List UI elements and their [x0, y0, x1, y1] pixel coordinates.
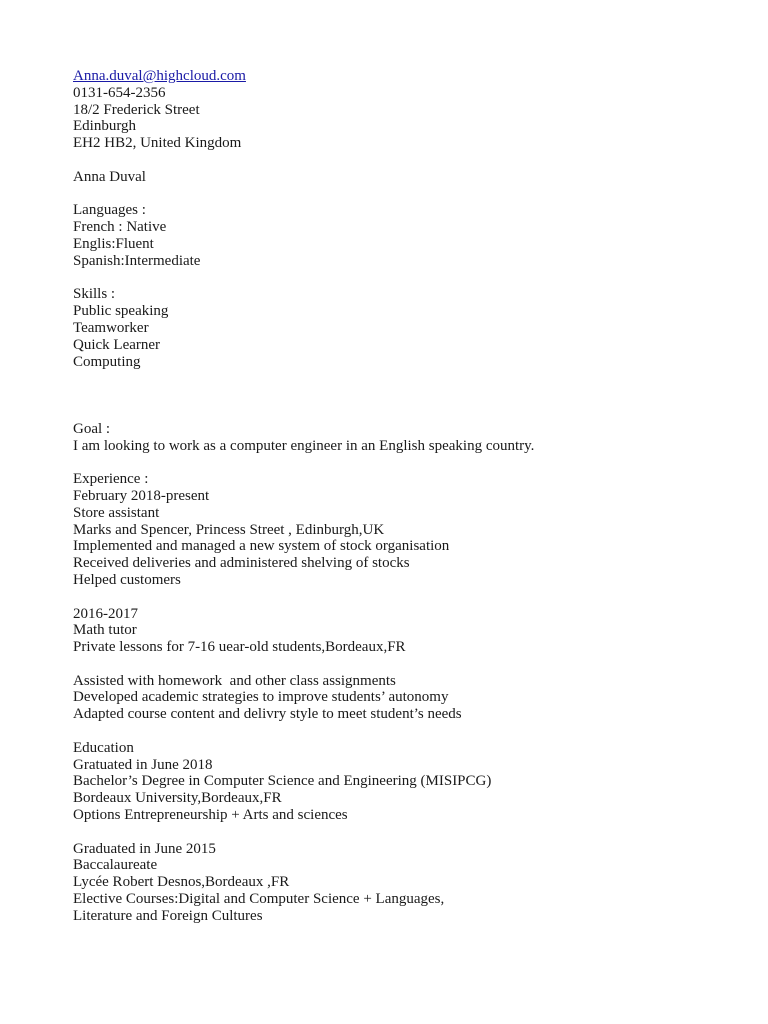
education-date: Gratuated in June 2018 [73, 756, 213, 773]
spacer [73, 723, 713, 740]
email-link[interactable]: Anna.duval@highcloud.com [73, 68, 246, 84]
job-detail: Helped customers [73, 571, 181, 588]
job-detail: Adapted course content and delivry style to meet student’s needs [73, 706, 462, 723]
education-heading: Education [73, 739, 134, 756]
job-title: Math tutor [73, 622, 137, 639]
job-detail: Received deliveries and administered shelving of stocks [73, 555, 410, 572]
skill-item: Teamworker [73, 319, 149, 336]
job-title: Store assistant [73, 504, 160, 521]
spacer [73, 270, 713, 287]
job-place: Marks and Spencer, Princess Street , Edinburgh,UK [73, 521, 385, 538]
language-item: Spanish:Intermediate [73, 252, 201, 269]
spacer [73, 186, 713, 203]
language-item: Englis:Fluent [73, 235, 154, 252]
education-options: Elective Courses:Digital and Computer Science + Languages, [73, 891, 445, 908]
full-name: Anna Duval [73, 168, 146, 185]
experience-heading: Experience : [73, 471, 149, 488]
skill-item: Public speaking [73, 303, 169, 320]
city: Edinburgh [73, 118, 137, 135]
skill-item: Computing [73, 353, 141, 370]
postcode-country: EH2 HB2, United Kingdom [73, 135, 242, 152]
street-address: 18/2 Frederick Street [73, 101, 200, 118]
education-date: Graduated in June 2015 [73, 840, 216, 857]
education-school: Bordeaux University,Bordeaux,FR [73, 790, 282, 807]
spacer [73, 824, 713, 841]
job-period: 2016-2017 [73, 605, 138, 622]
languages-heading: Languages : [73, 202, 146, 219]
education-degree: Baccalaureate [73, 857, 158, 874]
education-options-continued: Literature and Foreign Cultures [73, 907, 263, 924]
job-place: Private lessons for 7-16 uear-old students,Bordeaux,FR [73, 639, 406, 656]
spacer [73, 152, 713, 169]
spacer [73, 589, 713, 606]
education-degree: Bachelor’s Degree in Computer Science and Engineering (MISIPCG) [73, 773, 492, 790]
job-detail: Implemented and managed a new system of stock organisation [73, 538, 450, 555]
language-item: French : Native [73, 219, 167, 236]
job-detail: Assisted with homework and other class assignments [73, 672, 396, 689]
education-options: Options Entrepreneurship + Arts and sciences [73, 807, 348, 824]
spacer [73, 370, 713, 420]
spacer [73, 656, 713, 673]
resume-content [73, 68, 713, 925]
goal-heading: Goal : [73, 420, 111, 437]
spacer [73, 454, 713, 471]
goal-text: I am looking to work as a computer engineer in an English speaking country. [73, 437, 535, 454]
skills-heading: Skills : [73, 286, 116, 303]
education-school: Lycée Robert Desnos,Bordeaux ,FR [73, 874, 290, 891]
phone-number: 0131-654-2356 [73, 84, 166, 101]
skill-item: Quick Learner [73, 336, 161, 353]
job-detail: Developed academic strategies to improve students’ autonomy [73, 689, 449, 706]
job-period: February 2018-present [73, 487, 210, 504]
